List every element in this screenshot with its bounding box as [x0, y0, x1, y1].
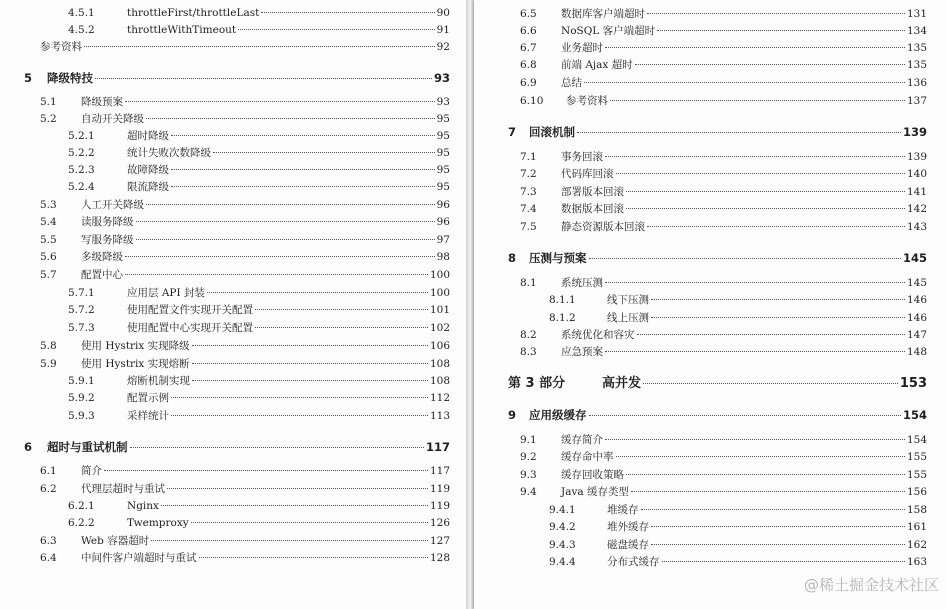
toc-entry[interactable] — [508, 123, 927, 141]
dot-leader — [637, 334, 905, 335]
toc-entry-page-number: 93 — [436, 96, 450, 108]
toc-entry[interactable] — [520, 344, 927, 360]
dot-leader — [192, 380, 428, 381]
toc-entry-page-number: 145 — [906, 277, 927, 289]
toc-entry[interactable] — [24, 438, 450, 456]
dot-leader — [255, 309, 428, 310]
toc-entry[interactable] — [40, 39, 450, 55]
toc-entry-page-number: 156 — [906, 486, 927, 498]
toc-entry-page-number: 92 — [436, 41, 450, 53]
toc-entry-title: 人工开关降级 — [81, 199, 144, 211]
toc-entry-number: 7.2 — [520, 168, 537, 180]
dot-leader — [657, 30, 905, 31]
toc-entry-title: 高并发 — [602, 376, 642, 391]
toc-entry-page-number: 97 — [436, 234, 450, 246]
toc-entry-title: 使用配置文件实现开关配置 — [127, 304, 253, 316]
toc-entry[interactable] — [549, 292, 927, 308]
toc-entry[interactable] — [68, 408, 450, 424]
dot-leader — [626, 208, 905, 209]
toc-entry-number: 6.10 — [520, 95, 544, 107]
toc-entry-page-number: 119 — [429, 500, 450, 512]
toc-entry-number: 5.3 — [40, 199, 57, 211]
toc-entry[interactable] — [68, 320, 450, 336]
toc-entry[interactable] — [520, 449, 927, 465]
toc-entry-number: 5.1 — [40, 96, 57, 108]
toc-entry-page-number: 161 — [906, 521, 927, 533]
dot-leader — [192, 363, 428, 364]
toc-entry-title: throttleFirst/throttleLast — [127, 7, 260, 19]
toc-entry[interactable] — [520, 57, 927, 73]
toc-entry-page-number: 154 — [902, 408, 927, 422]
toc-entry-number: 9.4.1 — [549, 504, 576, 516]
toc-entry-title: 中间件客户端超时与重试 — [81, 552, 197, 564]
toc-entry-title: 数据库客户端超时 — [561, 8, 645, 20]
toc-entry-number: 9.4.3 — [549, 539, 576, 551]
toc-entry-page-number: 119 — [429, 483, 450, 495]
toc-entry[interactable] — [549, 537, 927, 553]
toc-entry[interactable] — [40, 94, 450, 110]
toc-entry-number: 5.7.2 — [68, 304, 95, 316]
toc-entry-title: 总结 — [561, 77, 582, 89]
toc-entry-page-number: 95 — [436, 164, 450, 176]
toc-entry-number: 6 — [24, 440, 33, 454]
toc-entry-title: 超时降级 — [127, 130, 169, 142]
toc-entry-number: 5.2.2 — [68, 147, 95, 159]
toc-entry-title: 熔断机制实现 — [127, 375, 190, 387]
toc-entry-number: 5.8 — [40, 340, 57, 352]
toc-entry[interactable] — [40, 463, 450, 479]
dot-leader — [610, 100, 905, 101]
dot-leader — [146, 204, 435, 205]
dot-leader — [255, 327, 428, 328]
dot-leader — [589, 258, 901, 259]
toc-entry-title: 事务回滚 — [561, 151, 603, 163]
dot-leader — [125, 256, 435, 257]
dot-leader — [171, 415, 428, 416]
toc-entry[interactable] — [40, 356, 450, 372]
toc-entry-title: 堆外缓存 — [607, 521, 649, 533]
toc-entry-page-number: 108 — [429, 358, 450, 370]
dot-leader — [605, 439, 905, 440]
toc-entry-title: 故障降级 — [127, 164, 169, 176]
toc-entry-title: 静态资源版本回滚 — [561, 221, 645, 233]
toc-entry-page-number: 155 — [906, 469, 927, 481]
toc-entry[interactable] — [24, 69, 450, 87]
toc-entry-page-number: 137 — [906, 95, 927, 107]
toc-entry[interactable] — [68, 373, 450, 389]
toc-entry-number: 6.4 — [40, 552, 57, 564]
dot-leader — [95, 78, 432, 79]
toc-entry-page-number: 117 — [429, 465, 450, 477]
toc-entry-page-number: 131 — [906, 8, 927, 20]
dot-leader — [125, 101, 435, 102]
toc-entry[interactable] — [68, 515, 450, 531]
dot-leader — [616, 173, 905, 174]
toc-entry-title: 前端 Ajax 超时 — [561, 59, 633, 71]
toc-entry-page-number: 140 — [906, 168, 927, 180]
dot-leader — [238, 29, 435, 30]
toc-entry-title: NoSQL 客户端超时 — [561, 25, 656, 37]
toc-entry-number: 7.5 — [520, 221, 537, 233]
toc-entry-number: 5.9.3 — [68, 410, 95, 422]
toc-entry[interactable] — [520, 75, 927, 91]
toc-entry-title: 分布式缓存 — [607, 556, 660, 568]
dot-leader — [605, 156, 905, 157]
dot-leader — [651, 526, 905, 527]
dot-leader — [167, 488, 428, 489]
toc-entry[interactable] — [68, 5, 450, 21]
toc-entry-page-number: 101 — [429, 304, 450, 316]
dot-leader — [605, 47, 905, 48]
toc-entry-number: 7 — [508, 125, 517, 139]
toc-entry-number: 8.1 — [520, 277, 537, 289]
toc-entry-page-number: 146 — [906, 312, 927, 324]
toc-entry-page-number: 98 — [436, 251, 450, 263]
toc-entry-page-number: 163 — [906, 556, 927, 568]
toc-entry-number: 5.2.3 — [68, 164, 95, 176]
toc-entry-title: Twemproxy — [127, 517, 189, 529]
toc-entry-page-number: 136 — [906, 77, 927, 89]
toc-page-left — [0, 0, 466, 609]
dot-leader — [192, 345, 428, 346]
book-gutter — [466, 0, 474, 609]
dot-leader — [584, 82, 905, 83]
dot-leader — [635, 64, 905, 65]
toc-entry-title: 磁盘缓存 — [607, 539, 649, 551]
toc-entry[interactable] — [520, 219, 927, 235]
toc-entry-title: 应用级缓存 — [529, 408, 587, 422]
toc-entry-number: 6.2.2 — [68, 517, 95, 529]
toc-entry-number: 7.3 — [520, 186, 537, 198]
toc-entry[interactable] — [68, 162, 450, 178]
toc-entry-page-number: 100 — [429, 269, 450, 281]
toc-entry-number: 6.7 — [520, 42, 537, 54]
toc-entry-number: 9 — [508, 408, 517, 422]
toc-entry-number: 5.2 — [40, 113, 57, 125]
toc-entry-title: 降级预案 — [81, 96, 123, 108]
dot-leader — [616, 456, 905, 457]
toc-entry-page-number: 100 — [429, 287, 450, 299]
dot-leader — [641, 509, 905, 510]
toc-entry-number: 7.4 — [520, 203, 537, 215]
dot-leader — [161, 505, 428, 506]
toc-entry-number: 5 — [24, 71, 33, 85]
toc-entry-page-number: 95 — [436, 130, 450, 142]
toc-entry-page-number: 112 — [429, 392, 450, 404]
toc-entry-title: 线上压测 — [607, 312, 649, 324]
toc-entry-number: 8.1.2 — [549, 312, 576, 324]
toc-entry-title: 写服务降级 — [81, 234, 134, 246]
toc-entry-page-number: 90 — [436, 7, 450, 19]
toc-entry-title: 系统优化和容灾 — [561, 329, 635, 341]
toc-entry-title: 应急预案 — [561, 346, 603, 358]
toc-entry-number: 5.6 — [40, 251, 57, 263]
toc-entry[interactable] — [40, 481, 450, 497]
toc-entry-page-number: 117 — [425, 440, 450, 454]
toc-entry-page-number: 135 — [906, 42, 927, 54]
toc-entry-number: 8.1.1 — [549, 294, 576, 306]
toc-entry-page-number: 135 — [906, 59, 927, 71]
toc-entry-title: 部署版本回滚 — [561, 186, 624, 198]
toc-entry[interactable] — [40, 197, 450, 213]
toc-entry-page-number: 96 — [436, 199, 450, 211]
toc-entry-title: 参考资料 — [40, 41, 82, 53]
toc-entry[interactable] — [520, 6, 927, 22]
toc-entry-page-number: 96 — [436, 216, 450, 228]
toc-entry[interactable] — [549, 519, 927, 535]
toc-entry-number: 9.3 — [520, 469, 537, 481]
toc-entry-title: 使用 Hystrix 实现熔断 — [81, 358, 190, 370]
toc-entry[interactable] — [520, 201, 927, 217]
toc-entry-page-number: 142 — [906, 203, 927, 215]
toc-entry[interactable] — [520, 275, 927, 291]
toc-entry-number: 5.9.2 — [68, 392, 95, 404]
toc-entry-page-number: 134 — [906, 25, 927, 37]
toc-entry-title: 多级降级 — [81, 251, 123, 263]
dot-leader — [130, 447, 424, 448]
toc-entry[interactable] — [520, 184, 927, 200]
dot-leader — [136, 239, 435, 240]
toc-entry-number: 5.9 — [40, 358, 57, 370]
toc-entry-title: 压测与预案 — [529, 251, 587, 265]
toc-entry-title: 缓存简介 — [561, 434, 603, 446]
dot-leader — [651, 299, 905, 300]
toc-entry[interactable] — [68, 302, 450, 318]
toc-entry-page-number: 95 — [436, 147, 450, 159]
toc-entry-title: 采样统计 — [127, 410, 169, 422]
toc-entry-number: 5.9.1 — [68, 375, 95, 387]
toc-entry[interactable] — [40, 111, 450, 127]
toc-entry-page-number: 126 — [429, 517, 450, 529]
toc-entry-page-number: 128 — [429, 552, 450, 564]
toc-entry-title: throttleWithTimeout — [127, 24, 237, 36]
toc-entry-title: 参考资料 — [566, 95, 608, 107]
toc-entry[interactable] — [520, 484, 927, 500]
toc-entry-page-number: 145 — [902, 251, 927, 265]
toc-entry[interactable] — [68, 179, 450, 195]
dot-leader — [136, 221, 435, 222]
dot-leader — [84, 46, 435, 47]
toc-entry-title: 缓存回收策略 — [561, 469, 624, 481]
toc-entry-title: 线下压测 — [607, 294, 649, 306]
toc-entry[interactable] — [68, 498, 450, 514]
toc-entry-number: 4.5.2 — [68, 24, 95, 36]
dot-leader — [626, 191, 905, 192]
toc-entry-title: 超时与重试机制 — [47, 440, 128, 454]
toc-entry-title: Nginx — [127, 500, 159, 512]
watermark — [804, 574, 939, 595]
toc-entry[interactable] — [40, 338, 450, 354]
toc-entry[interactable] — [68, 285, 450, 301]
dot-leader — [651, 317, 905, 318]
toc-entry-page-number: 158 — [906, 504, 927, 516]
toc-entry-number: 9.2 — [520, 451, 537, 463]
dot-leader — [199, 557, 428, 558]
toc-entry-number: 6.5 — [520, 8, 537, 20]
toc-entry-page-number: 155 — [906, 451, 927, 463]
toc-entry-page-number: 147 — [906, 329, 927, 341]
toc-entry[interactable] — [549, 502, 927, 518]
toc-entry[interactable] — [520, 40, 927, 56]
dot-leader — [151, 540, 428, 541]
dot-leader — [213, 152, 435, 153]
toc-entry[interactable] — [508, 406, 927, 424]
toc-entry-number: 6.2 — [40, 483, 57, 495]
dot-leader — [631, 491, 905, 492]
toc-entry-number: 6.8 — [520, 59, 537, 71]
toc-entry-number: 9.4 — [520, 486, 537, 498]
dot-leader — [605, 351, 905, 352]
toc-entry[interactable] — [68, 390, 450, 406]
toc-entry-number: 6.1 — [40, 465, 57, 477]
toc-entry-number: 4.5.1 — [68, 7, 95, 19]
toc-entry-page-number: 95 — [436, 181, 450, 193]
toc-entry-number: 8.2 — [520, 329, 537, 341]
toc-entry-page-number: 148 — [906, 346, 927, 358]
toc-entry[interactable] — [520, 149, 927, 165]
toc-entry-page-number: 139 — [906, 151, 927, 163]
toc-entry-number: 5.7.1 — [68, 287, 95, 299]
dot-leader — [261, 12, 434, 13]
toc-entry-title: 读服务降级 — [81, 216, 134, 228]
toc-entry-title: 简介 — [81, 465, 102, 477]
toc-entry-number: 第 3 部分 — [508, 376, 566, 391]
toc-entry-title: 配置示例 — [127, 392, 169, 404]
toc-entry-page-number: 91 — [436, 24, 450, 36]
dot-leader — [125, 274, 428, 275]
toc-entry-page-number: 93 — [433, 71, 450, 85]
toc-entry[interactable] — [40, 249, 450, 265]
watermark-text: @稀土掘金技术社区 — [803, 576, 939, 594]
dot-leader — [647, 13, 905, 14]
toc-entry-page-number: 127 — [429, 535, 450, 547]
toc-entry-number: 5.5 — [40, 234, 57, 246]
toc-entry-number: 5.7 — [40, 269, 57, 281]
toc-entry-title: 降级特技 — [47, 71, 93, 85]
toc-entry-page-number: 143 — [906, 221, 927, 233]
dot-leader — [104, 470, 428, 471]
toc-entry-page-number: 162 — [906, 539, 927, 551]
toc-entry-title: 业务超时 — [561, 42, 603, 54]
toc-entry[interactable] — [68, 128, 450, 144]
toc-entry-number: 5.2.4 — [68, 181, 95, 193]
toc-entry-title: 堆缓存 — [607, 504, 639, 516]
dot-leader — [589, 415, 901, 416]
dot-leader — [662, 561, 905, 562]
toc-entry[interactable] — [549, 554, 927, 570]
toc-entry-number: 8 — [508, 251, 517, 265]
toc-entry[interactable] — [40, 267, 450, 283]
toc-entry-title: 使用配置中心实现开关配置 — [127, 322, 253, 334]
toc-entry[interactable] — [40, 214, 450, 230]
toc-entry-title: Java 缓存类型 — [561, 486, 629, 498]
toc-entry[interactable] — [549, 310, 927, 326]
dot-leader — [651, 544, 905, 545]
toc-entry-title: 缓存命中率 — [561, 451, 614, 463]
toc-entry-number: 8.3 — [520, 346, 537, 358]
dot-leader — [605, 282, 905, 283]
toc-entry-page-number: 113 — [429, 410, 450, 422]
toc-entry-number: 9.4.2 — [549, 521, 576, 533]
toc-entry[interactable] — [68, 22, 450, 38]
toc-entry-page-number: 95 — [436, 113, 450, 125]
toc-entry[interactable] — [520, 432, 927, 448]
dot-leader — [577, 132, 901, 133]
toc-entry-title: 应用层 API 封装 — [127, 287, 205, 299]
toc-entry-number: 9.4.4 — [549, 556, 576, 568]
toc-entry-page-number: 108 — [429, 375, 450, 387]
toc-entry-page-number: 153 — [899, 376, 927, 391]
toc-entry[interactable] — [40, 550, 450, 566]
toc-entry-number: 5.2.1 — [68, 130, 95, 142]
toc-entry[interactable] — [520, 467, 927, 483]
toc-entry[interactable] — [520, 327, 927, 343]
toc-entry[interactable] — [508, 249, 927, 267]
toc-entry-page-number: 102 — [429, 322, 450, 334]
toc-entry[interactable] — [68, 145, 450, 161]
toc-entry-title: 系统压测 — [561, 277, 603, 289]
toc-entry-number: 5.7.3 — [68, 322, 95, 334]
dot-leader — [171, 397, 428, 398]
dot-leader — [191, 522, 428, 523]
toc-entry-title: Web 容器超时 — [81, 535, 150, 547]
toc-entry-number: 9.1 — [520, 434, 537, 446]
dot-leader — [171, 186, 435, 187]
dot-leader — [626, 474, 905, 475]
toc-entry-number: 6.3 — [40, 535, 57, 547]
toc-entry-number: 6.2.1 — [68, 500, 95, 512]
toc-entry-title: 数据版本回滚 — [561, 203, 624, 215]
dot-leader — [647, 226, 905, 227]
toc-entry-title: 配置中心 — [81, 269, 123, 281]
toc-entry-page-number: 146 — [906, 294, 927, 306]
dot-leader — [643, 383, 898, 384]
toc-entry[interactable] — [40, 533, 450, 549]
toc-entry[interactable] — [40, 232, 450, 248]
toc-entry[interactable] — [520, 23, 927, 39]
toc-entry-page-number: 139 — [902, 125, 927, 139]
toc-entry[interactable] — [508, 374, 927, 394]
toc-entry-title: 代理层超时与重试 — [81, 483, 165, 495]
toc-entry-title: 限流降级 — [127, 181, 169, 193]
toc-entry-number: 6.6 — [520, 25, 537, 37]
toc-entry-title: 使用 Hystrix 实现降级 — [81, 340, 190, 352]
toc-entry-title: 回滚机制 — [529, 125, 575, 139]
toc-entry-number: 7.1 — [520, 151, 537, 163]
dot-leader — [171, 135, 435, 136]
toc-entry[interactable] — [520, 93, 927, 109]
toc-entry-title: 统计失败次数降级 — [127, 147, 211, 159]
toc-entry-number: 5.4 — [40, 216, 57, 228]
toc-page-right — [474, 0, 947, 609]
toc-entry-title: 自动开关降级 — [81, 113, 144, 125]
dot-leader — [207, 292, 428, 293]
toc-entry[interactable] — [520, 166, 927, 182]
dot-leader — [146, 118, 435, 119]
toc-entry-number: 6.9 — [520, 77, 537, 89]
toc-entry-title: 代码库回滚 — [561, 168, 614, 180]
toc-entry-page-number: 141 — [906, 186, 927, 198]
toc-entry-page-number: 106 — [429, 340, 450, 352]
toc-entry-page-number: 154 — [906, 434, 927, 446]
dot-leader — [171, 169, 435, 170]
